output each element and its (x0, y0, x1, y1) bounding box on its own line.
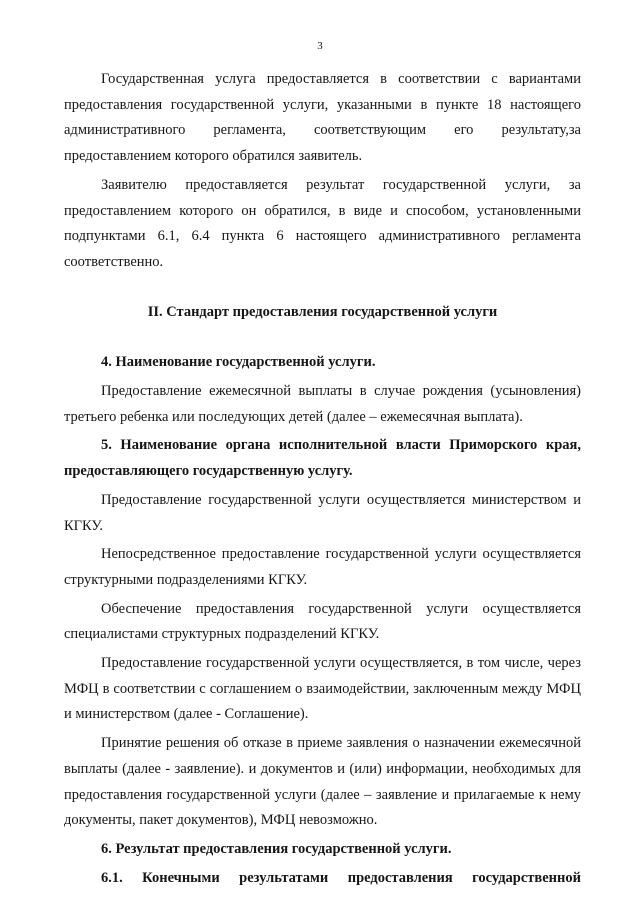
section-title: II. Стандарт предоставления государственной услуги (147, 303, 498, 320)
page-number: 3 (317, 40, 323, 52)
paragraph-direct-provision: Непосредственное предоставление государственной услуги осуществляется структурными подразделениями КГКУ. (64, 546, 581, 588)
paragraph-service-name: Предоставление ежемесячной выплаты в случае рождения (усыновления) третьего ребенка или последующих детей (далее – ежемесячная выплата). (64, 383, 581, 425)
paragraph-mfc: Предоставление государственной услуги осуществляется, в том числе, через МФЦ в соответствии с соглашением о взаимодействии, заключенным между МФЦ и министерством (далее - Соглашение). (64, 655, 581, 723)
heading-result: 6. Результат предоставления государственной услуги. (101, 840, 452, 857)
paragraph-result-delivery: Заявителю предоставляется результат государственной услуги, за предоставлением которого он обратился, в виде и способом, установленными подпунктами 6.1, 6.4 пункта 6 настоящего административного регламента соответственно. (64, 176, 581, 270)
paragraph-specialists: Обеспечение предоставления государственной услуги осуществляется специалистами структурных подразделений КГКУ. (64, 600, 581, 643)
heading-final-results: 6.1. Конечными результатами предоставления государственной (101, 869, 581, 886)
paragraph-refusal: Принятие решения об отказе в приеме заявления о назначении ежемесячной выплаты (далее - заявление). и документов и (или) информации, необходимых для предоставления государственной услуги (далее – заявление и прилагаемые к нему документы, пакет документов), МФЦ невозможно. (64, 735, 581, 829)
paragraph-ministry: Предоставление государственной услуги осуществляется министерством и КГКУ. (64, 491, 581, 534)
heading-authority: 5. Наименование органа исполнительной власти Приморского края, предоставляющего государственную услугу. (64, 437, 581, 480)
heading-service-name: 4. Наименование государственной услуги. (101, 354, 376, 371)
paragraph-service-variants: Государственная услуга предоставляется в соответствии с вариантами предоставления государственной услуги, указанными в пункте 18 настоящего административного регламента, соответствующим его результату,за предоставлением которого обратился заявитель. (64, 71, 581, 165)
document-body (64, 67, 581, 894)
